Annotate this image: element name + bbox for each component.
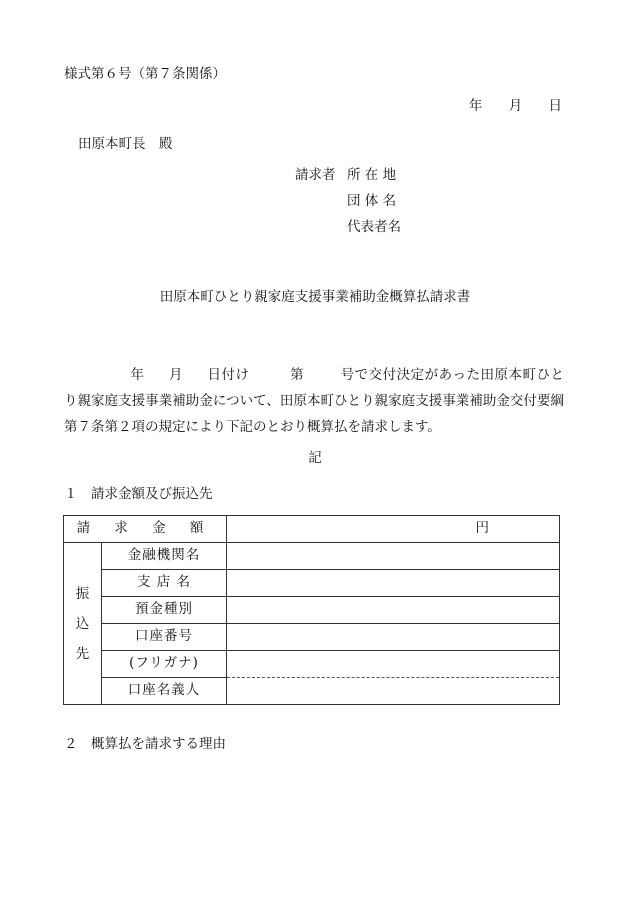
body-month: 月 — [168, 367, 184, 383]
bank-name-label: 金融機関名 — [102, 543, 227, 570]
yen-unit: 円 — [475, 520, 489, 537]
branch-name-label: 支 店 名 — [102, 570, 227, 597]
section-1-heading: １ 請求金額及び振込先 — [64, 486, 213, 502]
furikomi-char: 込 — [75, 615, 90, 632]
body-year: 年 — [130, 367, 145, 383]
account-holder-cell[interactable] — [227, 678, 560, 705]
amount-value-cell[interactable] — [227, 516, 560, 543]
requester-label: 請求者 — [295, 167, 336, 183]
body-day: 日付け — [207, 367, 250, 383]
section-2-heading: ２ 概算払を請求する理由 — [64, 736, 226, 752]
ki-heading: 記 — [308, 450, 322, 466]
bank-name-cell[interactable] — [227, 543, 560, 570]
body-text-main: 号で交付決定があった田原本町ひとり親家庭支援事業補助金について、田原本町ひとり親家庭支援事業補助金交付要綱第７条第２項の規定により下記のとおり概算払を請求します。 — [64, 367, 565, 435]
table-row — [64, 570, 560, 597]
kana-cell[interactable] — [227, 651, 560, 678]
table-row — [64, 516, 560, 543]
request-table — [63, 515, 560, 705]
body-paragraph — [64, 362, 564, 440]
body-number-prefix: 第 — [289, 367, 305, 383]
table-row — [64, 624, 560, 651]
deposit-type-label: 預金種別 — [102, 597, 227, 624]
form-number: 様式第６号（第７条関係） — [64, 66, 226, 82]
table-row — [64, 597, 560, 624]
table-row — [64, 543, 560, 570]
table-row — [64, 678, 560, 705]
account-number-cell[interactable] — [227, 624, 560, 651]
table-row — [64, 651, 560, 678]
requester-address-label: 所 在 地 — [347, 167, 397, 183]
account-number-label: 口座番号 — [102, 624, 227, 651]
account-holder-label: 口座名義人 — [102, 678, 227, 705]
kana-label: (フリガナ) — [102, 651, 227, 678]
date-line: 年 月 日 — [468, 98, 562, 114]
deposit-type-cell[interactable] — [227, 597, 560, 624]
branch-name-cell[interactable] — [227, 570, 560, 597]
amount-label: 請 求 金 額 — [64, 516, 227, 543]
furikomi-char: 先 — [75, 645, 90, 662]
furikomi-label — [64, 543, 102, 705]
requester-representative-label: 代表者名 — [347, 219, 401, 235]
document-title: 田原本町ひとり親家庭支援事業補助金概算払請求書 — [159, 289, 471, 305]
furikomi-char: 振 — [75, 585, 90, 602]
addressee: 田原本町長 殿 — [78, 136, 173, 152]
requester-org-name-label: 団 体 名 — [347, 193, 397, 209]
